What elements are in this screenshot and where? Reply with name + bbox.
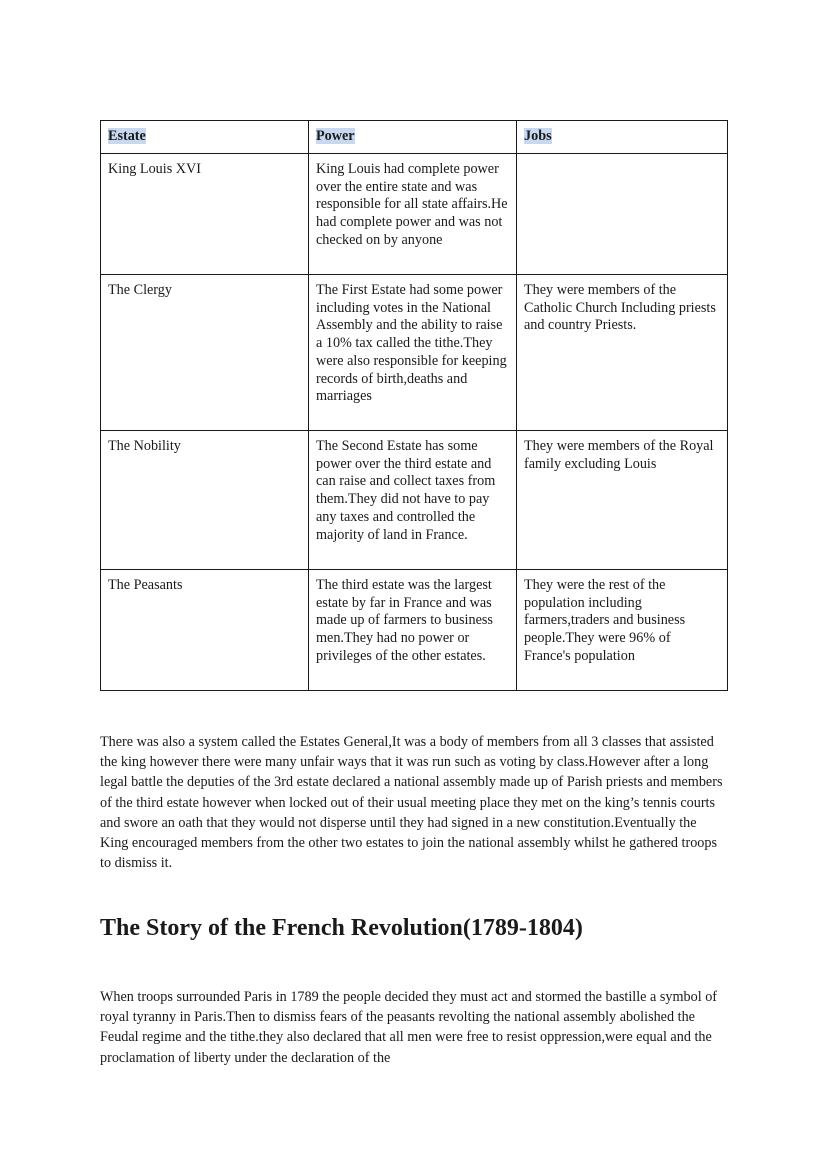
estate-cell: The Clergy xyxy=(101,275,309,431)
power-cell: King Louis had complete power over the entire state and was responsible for all state affairs.He had complete power and was not checked on by anyone xyxy=(309,154,517,275)
estate-cell: The Nobility xyxy=(101,431,309,570)
jobs-cell: They were members of the Catholic Church Including priests and country Priests. xyxy=(517,275,728,431)
estate-cell: The Peasants xyxy=(101,570,309,691)
jobs-cell xyxy=(517,154,728,275)
power-cell: The third estate was the largest estate by far in France and was made up of farmers to business men.They had no power or privileges of the other estates. xyxy=(309,570,517,691)
table-row xyxy=(101,431,728,570)
table-header-row xyxy=(101,121,728,154)
power-cell: The First Estate had some power including votes in the National Assembly and the ability to raise a 10% tax called the tithe.They were also responsible for keeping records of birth,deaths and marriages xyxy=(309,275,517,431)
section-heading: The Story of the French Revolution(1789-1804) xyxy=(100,915,583,941)
header-estate-label: Estate xyxy=(108,128,146,144)
estates-table xyxy=(100,120,728,691)
estate-cell: King Louis XVI xyxy=(101,154,309,275)
document-page xyxy=(100,120,727,1066)
header-jobs xyxy=(517,121,728,154)
jobs-cell: They were members of the Royal family excluding Louis xyxy=(517,431,728,570)
table-row xyxy=(101,154,728,275)
power-cell: The Second Estate has some power over the third estate and can raise and collect taxes from them.They did not have to pay any taxes and controlled the majority of land in France. xyxy=(309,431,517,570)
table-row xyxy=(101,570,728,691)
header-jobs-label: Jobs xyxy=(524,128,552,144)
header-power xyxy=(309,121,517,154)
table-row xyxy=(101,275,728,431)
jobs-cell: They were the rest of the population including farmers,traders and business people.They were 96% of France's population xyxy=(517,570,728,691)
header-estate xyxy=(101,121,309,154)
revolution-story-paragraph: When troops surrounded Paris in 1789 the people decided they must act and stormed the bastille a symbol of royal tyranny in Paris.Then to dismiss fears of the peasants revolting the national assembly abolished the Feudal regime and the tithe.they also declared that all men were free to resist oppression,were equal and the proclamation of liberty under the declaration of the xyxy=(100,989,718,1066)
header-power-label: Power xyxy=(316,128,355,144)
estates-general-paragraph: There was also a system called the Estates General,It was a body of members from all 3 classes that assisted the king however there were many unfair ways that it was run such as voting by class.However after a long legal battle the deputies of the 3rd estate declared a national assembly made up of Parish priests and members of the third estate however when locked out of their usual meeting place they met on the king’s tennis courts and swore an oath that they would not disperse until they had signed in a new constitution.Eventually the King encouraged members from the other two estates to join the national assembly whilst he gathered troops to dismiss it. xyxy=(100,734,723,872)
